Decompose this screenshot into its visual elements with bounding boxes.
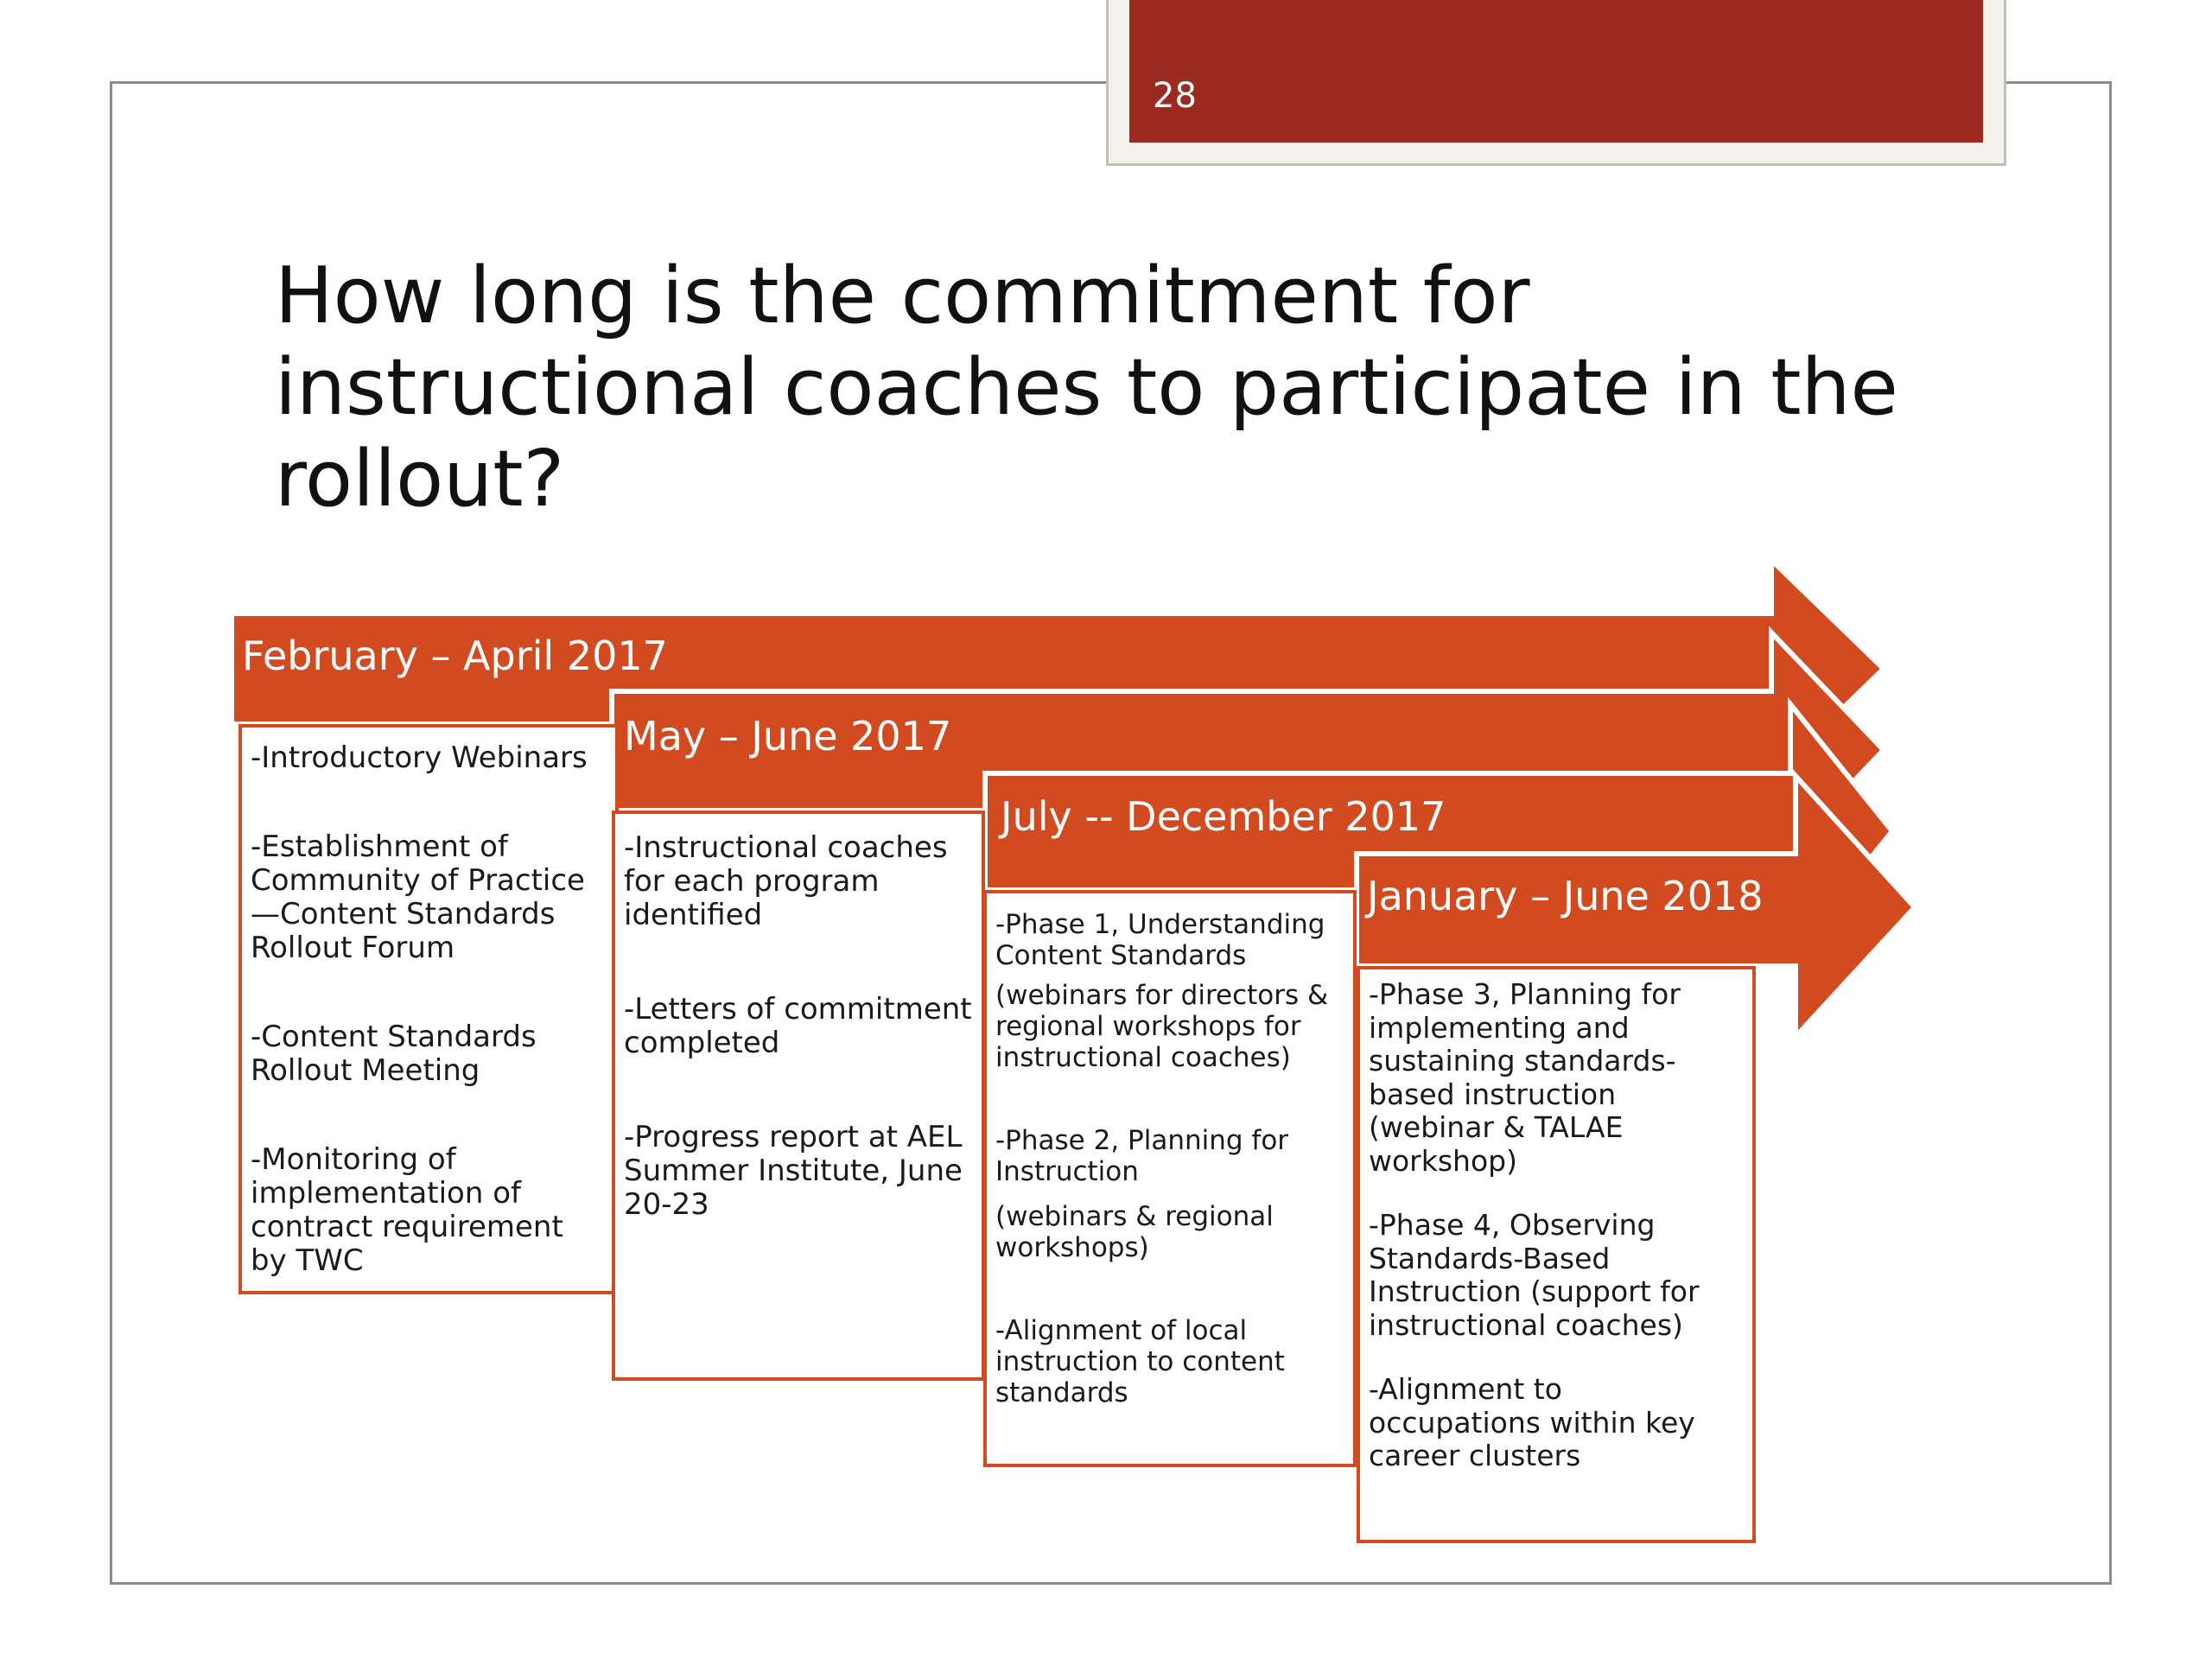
phase-3-label: July -- December 2017 bbox=[1001, 793, 1446, 840]
phase-4-box bbox=[1357, 966, 1756, 1543]
phase-2-label: May – June 2017 bbox=[624, 713, 952, 760]
phase-2-box bbox=[612, 810, 985, 1381]
list-item: -Phase 4, Observing Standards-Based Instruction (support for instructional coaches) bbox=[1369, 1208, 1700, 1342]
list-item: -Instructional coaches for each program identified bbox=[624, 830, 948, 932]
phase-4-label: January – June 2018 bbox=[1367, 873, 1764, 919]
list-item: -Letters of commitment completed bbox=[624, 992, 972, 1060]
phase-1-label: February – April 2017 bbox=[242, 632, 668, 679]
phase-3-box bbox=[983, 890, 1357, 1467]
slide-title: How long is the commitment for instructional coaches to participate in the rollout? bbox=[275, 251, 1898, 524]
phase-1-box bbox=[238, 724, 619, 1294]
list-item: -Alignment to occupations within key career clusters bbox=[1369, 1372, 1695, 1472]
list-item: -Establishment of Community of Practice—Content Standards Rollout Forum bbox=[251, 830, 585, 965]
slide-number: 28 bbox=[1153, 76, 1197, 116]
list-item: -Introductory Webinars bbox=[251, 741, 588, 775]
list-item: -Phase 3, Planning for implementing and sustaining standards-based instruction (webinar & TALAE workshop) bbox=[1369, 977, 1681, 1178]
list-item: -Progress report at AEL Summer Institute, June 20-23 bbox=[624, 1120, 963, 1222]
list-item: (webinars for directors & regional workshops for instructional coaches) bbox=[995, 980, 1329, 1073]
list-item: -Monitoring of implementation of contract requirement by TWC bbox=[251, 1142, 563, 1278]
list-item: -Alignment of local instruction to content standards bbox=[995, 1315, 1285, 1408]
list-item: -Phase 2, Planning for Instruction bbox=[995, 1125, 1289, 1187]
list-item: -Content Standards Rollout Meeting bbox=[251, 1020, 537, 1088]
list-item: -Phase 1, Understanding Content Standards bbox=[995, 909, 1325, 971]
list-item: (webinars & regional workshops) bbox=[995, 1201, 1274, 1263]
